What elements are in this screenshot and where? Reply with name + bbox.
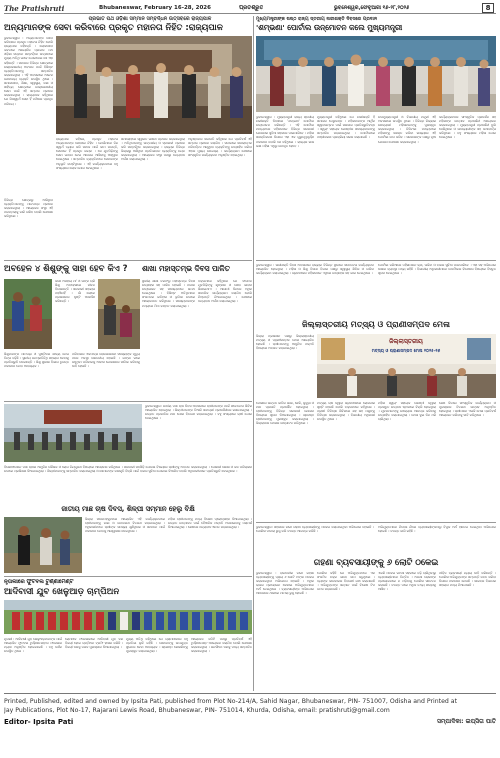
banner-title: ଜିଲ୍ଲାସ୍ତରୀୟ bbox=[389, 338, 423, 345]
story1-column-3: ସମାରୋହରେ ସ୍ୱାଗତ ଭାଷଣ ପ୍ରଦାନ କରାଯାଇଥିଲା । ଅତିଥିମାନଙ୍କୁ ଉତ୍ତରୀୟ ଓ ସ୍ମାରକୀ ପ୍ରଦାନ କରି ସମ୍ବର୍ଦ୍ଧିତ କରାଯାଇଥିଲା । ରାଜ୍ୟର ବିଭିନ୍ନ ଜିଲ୍ଲାରୁ ଆସିଥିବା ପ୍ରତିଭାବାନ ବ୍ୟକ୍ତିଙ୍କୁ ଚୟନ କରାଯାଇଥିଲା । ଆୟୋଜକ ସଂସ୍ଥା ପକ୍ଷରୁ ଧନ୍ୟବାଦ ଅର୍ପଣ କରାଯାଇଥିଲା । bbox=[121, 137, 185, 162]
story5-banner-photo bbox=[317, 334, 496, 398]
story5-column-4: ମହିଳା ସ୍ୱୟଂ ସହାୟକ ଗୋଷ୍ଠୀ ଦ୍ୱାରା ପ୍ରସ୍ତୁତ ଉତ୍ପାଦ ଷ୍ଟଲରେ ବିକ୍ରି ହୋଇଥିଲା । ଯୁବକମାନଙ୍କୁ ଉଦ୍ୟୋଗ ଆରମ୍ଭ କରିବାକୁ ଉତ୍ସାହିତ କରାଯାଇଥିଲା । ମେଳା ଦୁଇ ଦିନ ଧରି ଚାଲିଥିଲା । bbox=[378, 401, 436, 422]
story4-column-2: ବକ୍ତାମାନେ କହିଥିଲେ ଯେ ସଂଗଠନ ଯୁବପିଢ଼ିଙ୍କୁ ଶୃଙ୍ଖଳା ଓ ସେବା ଭାବନା ଶିଖାଇଥାଏ । ଆଗାମୀ ଦିନରେ ଅଧିକ ସାମାଜିକ କାର୍ଯ୍ୟକ୍ରମ କରାଯିବ ବୋଲି ନିଷ୍ପତ୍ତି ନିଆଯାଇଥିଲା । ଶେଷରେ ଧନ୍ୟବାଦ ଅର୍ପଣ କରାଯାଇଥିଲା । bbox=[198, 279, 252, 304]
story7-column-1: ନୃତାଲୀ : ଆଦିବାସୀ ଯୁବ ଖେଳୁଆଡ଼ମାନଙ୍କ ପାଇଁ ଆୟୋଜିତ ଫୁଟବଲ ଟୁର୍ଣ୍ଣାମେଣ୍ଟର ଫାଇନାଲ ମ୍ୟାଚ ଅନୁଷ୍ଠିତ ହୋଇଯାଇଛି । ବହୁ ଦର୍ଶକ ଉପସ୍ଥିତ ଥିଲେ । bbox=[4, 637, 62, 654]
story1-column-1: ଭୁବନେଶ୍ୱର : ଅନ୍ୟମାନଙ୍କ ସେବା କରିବାରେ ପ୍ରକୃତ ମହାନତା ନିହିତ ବୋଲି ରାଜ୍ୟପାଳ କହିଛନ୍ତି । ଲୋକସେବା ଭବନରେ ଆୟୋଜିତ ପ୍ରଭାତ ପଥ ଓଡ଼ିଶା ସମ୍ମାନ ସମ୍ବର୍ଦ୍ଧନ ଉତ୍ସବରେ ମୁଖ୍ୟ ଅତିଥି ଭାବେ ଯୋଗଦେଇ ସେ ଏହା କହିଛନ୍ତି । ସମାଜର ବିଭିନ୍ନ କ୍ଷେତ୍ରରେ ଉଲ୍ଲେଖନୀୟ ଅବଦାନ ପାଇଁ ବିଶିଷ୍ଟ ବ୍ୟକ୍ତିମାନଙ୍କୁ ସମ୍ମାନିତ କରାଯାଇଥିଲା । ଏହି ଅବସରରେ ଅନେକ ଗଣମାନ୍ୟ ବ୍ୟକ୍ତି ଉପସ୍ଥିତ ଥିଲେ । ସମାଜସେବା, ଶିକ୍ଷା, ସ୍ୱାସ୍ଥ୍ୟ, କଳା ଓ ସାହିତ୍ୟ କ୍ଷେତ୍ରରେ ଉଲ୍ଲେଖନୀୟ ସେବା ପାଇଁ ଏହି ସମ୍ମାନ ପ୍ରଦାନ କରାଯାଇଥିଲା । ରାଜ୍ୟପାଳ କହିଥିଲେ ଯେ ନିଃସ୍ୱାର୍ଥ ସେବା ହିଁ ମଣିଷର ପ୍ରକୃତ ପରିଚୟ । bbox=[4, 36, 53, 106]
story6-photo-2 bbox=[4, 517, 82, 573]
story3-column-2: ଶିଶୁମାନଙ୍କ ପାଠପଢ଼ା ଓ ପୁଷ୍ଟିକର ଖାଦ୍ୟ ନେଇ ଚିନ୍ତା ବଢ଼ିଛି । ସ୍ଥାନୀୟ ଜନପ୍ରତିନିଧି ସହାୟତା ଦେବାକୁ ପ୍ରତିଶ୍ରୁତି ଦେଇଛନ୍ତି । ଶିଶୁ ସୁରକ୍ଷା ବିଭାଗ ତୁରନ୍ତ ପଦକ୍ଷେପ ନେବା ଆବଶ୍ୟକ । bbox=[4, 352, 69, 369]
story2-kicker: ମୁଖ୍ୟମନ୍ତ୍ରୀଙ୍କ ଷଷ୍ଠ ରାଜ୍ୟ ସ୍ତରୀୟ ନାରୀଶକ୍ତି ଦିବସରେ ପ୍ରଦାନ bbox=[256, 17, 378, 22]
story3-photo bbox=[4, 279, 52, 349]
story7-column-4: ଆୟୋଜକ କମିଟି ପକ୍ଷରୁ ପ୍ରତିବର୍ଷ ଏହି ଟୁର୍ଣ୍ଣାମେଣ୍ଟ ଆୟୋଜନ କରାଯିବ ବୋଲି ଘୋଷଣା କରାଯାଇଥିଲା । ରନର୍ସଅପ ଦଳକୁ ମଧ୍ୟ ସମ୍ମାନିତ କରାଯାଇଥିଲା । bbox=[191, 637, 252, 654]
story5-column-1: ଜିଲ୍ଲା ପ୍ରଶାସନ ପକ୍ଷରୁ ଜିଲ୍ଲାସ୍ତରୀୟ ମତ୍ସ୍ୟ ଓ ପ୍ରାଣୀସମ୍ପଦ ମେଳା ଆୟୋଜିତ ହୋଇଛି । ଚାଷୀମାନଙ୍କୁ ଆଧୁନିକ ପଦ୍ଧତି ବିଷୟରେ ଅବଗତ କରାଯାଇଥିଲା । bbox=[256, 334, 314, 351]
story-separator bbox=[4, 576, 252, 577]
story5-headline: ଜିଲ୍ଲାସ୍ତରୀୟ ମତ୍ସ୍ୟ ଓ ପ୍ରାଣୀସମ୍ପଦ ମେଳା bbox=[301, 319, 451, 329]
story8-column-4: ପୀଡ଼ିତ ବ୍ୟବସାୟୀ ନ୍ୟାୟ ଦାବି କରିଛନ୍ତି । ପୋଲିସ ଅଭିଯୁକ୍ତଙ୍କ ସମ୍ପତ୍ତି ଜବତ କରିବା ଦିଗରେ ପଦକ୍ଷେପ ନେଉଛି । ସାଇବର ବିଭାଗର ସହାୟତା ମଧ୍ୟ ନିଆଯାଉଛି । bbox=[439, 571, 496, 588]
footer-editor-odia: ସମ୍ପାଦିକା: ଇପ୍ସିତା ପାତି bbox=[436, 718, 496, 725]
story2-photo bbox=[256, 36, 496, 112]
story1-photo bbox=[56, 36, 252, 134]
story5-column-2: ମେଳାରେ ଉନ୍ନତ ଜାତିର ଗାଈ, ଛେଳି, କୁକୁଡ଼ା ଓ ମାଛ ପ୍ରଜାତି ପ୍ରଦର୍ଶିତ ହୋଇଥିଲା । ଚାଷୀମାନଙ୍କୁ ବିଭିନ୍ନ ସରକାରୀ ଯୋଜନା ବିଷୟରେ ସୂଚନା ଦିଆଯାଇଥିଲା । ଶ୍ରେଷ୍ଠ ଚାଷୀମାନଙ୍କୁ ପୁରସ୍କୃତ କରାଯାଇଥିଲା । ଜିଲ୍ଲାପାଳ ମେଳାର ଉଦ୍‌ଘାଟନ କରିଥିଲେ । bbox=[256, 401, 314, 426]
story1-column-2: ରାଜ୍ୟପାଳ କହିଲେ, ପ୍ରକୃତ ମହାନତା ଅନ୍ୟମାନଙ୍କ ସେବାରେ ନିହିତ । ଯେଉଁମାନେ ନିଜ ସ୍ୱାର୍ଥ ତ୍ୟାଗ କରି ସମାଜ ପାଇଁ କାମ କରନ୍ତି, ସେମାନେ ହିଁ ପ୍ରକୃତ ନାୟକ । ସେ ଯୁବପିଢ଼ିଙ୍କୁ ସେବା ଭାବନା ନେଇ ଆଗେଇ ଆସିବାକୁ ଆହ୍ୱାନ ଦେଇଥିଲେ । ସମ୍ମାନିତ ବ୍ୟକ୍ତିମାନେ ସେମାନଙ୍କ ଅନୁଭୂତି ବାଣ୍ଟିଥିଲେ । ଏହି କାର୍ଯ୍ୟକ୍ରମରେ ବହୁ ସଂଖ୍ୟାରେ ଲୋକ ଯୋଗ ଦେଇଥିଲେ । bbox=[56, 137, 118, 170]
story-separator bbox=[256, 522, 496, 523]
story7-column-2: ରୋମାଞ୍ଚକ ଫାଇନାଲରେ ଆଦିବାସୀ ଯୁବ ଦଳ ବିଜୟୀ ହୋଇ ଚାମ୍ପିଅନ ଟ୍ରଫି ହାସଲ କରିଛି । ବିଜୟୀ ଦଳକୁ ନଗଦ ପୁରସ୍କାର ଦିଆଯାଇଥିଲା । bbox=[65, 637, 123, 650]
banner-subtitle: ମତ୍ସ୍ୟ ଓ ପ୍ରାଣୀସମ୍ପଦ ମେଳା ୨୦୨୫-୨୬ bbox=[371, 348, 441, 353]
page-number: 8 bbox=[482, 3, 494, 13]
story8-column-1: ଭୁବନେଶ୍ୱର : ରାଜଧାନୀର ଜଣେ ଗହଣା ବ୍ୟବସାୟୀଙ୍କୁ ପ୍ରାୟ ୬ କୋଟି ଟଙ୍କା ଠକେଇ କରାଯାଇଥିବା ଅଭିଯୋଗ ହୋଇଛି । ଅଧିକ ଲାଭର ପ୍ରଲୋଭନ ଦେଖାଇ ଅଭିଯୁକ୍ତମାନେ ଅର୍ଥ ନେଇଥିଲେ । ବ୍ୟବସାୟୀଙ୍କ ଅଭିଯୋଗ ଆଧାରରେ ଥାନାରେ ମାମଲା ରୁଜୁ ହୋଇଛି । bbox=[256, 571, 314, 596]
story6-column-3: ମହିଳା ଚାଷୀମାନଙ୍କୁ ମଧ୍ୟ ବିଶେଷ ପ୍ରୋତ୍ସାହନ ଦିଆଯାଇଥିଲା । ଉନ୍ନତ ଉତ୍ପାଦନ ପାଇଁ ବୈଜ୍ଞାନିକ ପଦ୍ଧତି ଅପନାଇବାକୁ ପରାମର୍ଶ ଦିଆଯାଇଥିଲା । ଶେଷରେ ଧନ୍ୟବାଦ ଜ୍ଞାପନ କରାଯାଇଥିଲା । bbox=[168, 517, 252, 530]
story2-column-1: ଭୁବନେଶ୍ୱର : ମୁଖ୍ୟମନ୍ତ୍ରୀ ରାଜ୍ୟ ସ୍ତରୀୟ ନାରୀଶକ୍ତି ଦିବସରେ 'ଶମ୍ଭଣା' ପୋର୍ଟାଲ ଉନ୍ମୋଚନ କରିଛନ୍ତି । ଏହି ପୋର୍ଟାଲ ମାଧ୍ୟମରେ ମହିଳାମାନେ ବିଭିନ୍ନ ସରକାରୀ ଯୋଜନାର ସୁବିଧା ସହଜରେ ପାଇପାରିବେ । ମହିଳା ସଶକ୍ତିକରଣ ଦିଗରେ ଏହା ଏକ ଗୁରୁତ୍ୱପୂର୍ଣ୍ଣ ପଦକ୍ଷେପ ବୋଲି ସେ କହିଥିଲେ । ରାଜ୍ୟର ଲକ୍ଷ ଲକ୍ଷ ମହିଳା ଏଥିରୁ ଉପକୃତ ହେବେ । bbox=[256, 115, 314, 148]
story6-caption-text: ଭୁବନେଶ୍ୱର: ଜାତୀୟ ମାଛ ଚାଷ ଦିବସ ଅବସରରେ ଚାଷୀମାନଙ୍କ ପାଇଁ ସଚେତନତା ଶିବିର ଆୟୋଜିତ ହୋଇଥିଲା । ଶିଳ୍ପୀମାନଙ୍କ ତିଆରି ସାମଗ୍ରୀ ପ୍ରଦର୍ଶନୀରେ ରଖାଯାଇଥିଲା । ଉନ୍ନତ ପ୍ରଜାତିର ମାଛ ପୋନା ବିତରଣ କରାଯାଇଥିଲା । ବହୁ ସଂଖ୍ୟାରେ ଚାଷୀ ଯୋଗ ଦେଇଥିଲେ । bbox=[145, 404, 252, 421]
story4-headline: ଶାଖା ମହାସ୍ତମ୍ଭ ଦିବସ ପାଳିତ bbox=[142, 264, 230, 273]
story6-photo bbox=[4, 404, 142, 462]
story6-column-2: ଜିଲ୍ଲା ସଦରମହକୁମାରେ ଆୟୋଜିତ ଏହି କାର୍ଯ୍ୟକ୍ରମରେ ଚାଷୀମାନଙ୍କୁ ଜାଲ ଓ ଉପକରଣ ବିତରଣ କରାଯାଇଥିଲା । ଅଧିକାରୀମାନେ ଚାଷୀଙ୍କ ସମସ୍ୟା ଶୁଣିଥିଲେ ଓ ସମାଧାନ ପାଇଁ ପଦକ୍ଷେପ ନେବାକୁ ଆଶ୍ୱାସନା ଦେଇଥିଲେ । bbox=[85, 517, 165, 534]
masthead bbox=[4, 3, 496, 14]
story3-headline: ଅବହେଳ ୪ ଶିଶୁଙ୍କୁ ସାହା ହେବ କିଏ ? bbox=[4, 264, 128, 274]
story-separator bbox=[4, 260, 252, 261]
footer bbox=[4, 693, 496, 755]
story8-column-2: ପୋଲିସ କହିଛି ଯେ ଅଭିଯୁକ୍ତମାନେ ଏକ ସଂଗଠିତ ଚକ୍ର ଭାବେ କାମ କରୁଥିଲେ । ବ୍ୟାଙ୍କ କାରବାରର ବିବରଣୀ ଯାଞ୍ଚ କରାଯାଉଛି । ଅଭିଯୁକ୍ତଙ୍କ ସନ୍ଧାନ ପାଇଁ ବିଶେଷ ଟିମ ଗଠନ କରାଯାଇଛି । bbox=[317, 571, 375, 592]
column-divider bbox=[253, 16, 254, 691]
story2-column-2: ମୁଖ୍ୟମନ୍ତ୍ରୀ କହିଥିଲେ ଯେ ନାରୀଶକ୍ତି ହିଁ ସମାଜର ମେରୁଦଣ୍ଡ । ମହିଳାମାନଙ୍କ ଆର୍ଥିକ ସ୍ୱାବଲମ୍ବନ ପାଇଁ ସରକାର ପ୍ରତିଶ୍ରୁତିବଦ୍ଧ । ସ୍ୱୟଂ ସହାୟକ ଗୋଷ୍ଠୀର ସଦସ୍ୟାମାନଙ୍କୁ ସମ୍ମାନିତ କରାଯାଇଥିଲା । ପୋର୍ଟାଲରେ ପଞ୍ଜୀକରଣ ପ୍ରକ୍ରିୟା ସରଳ କରାଯାଇଛି । bbox=[317, 115, 375, 140]
story1-column-5: ବିଭିନ୍ନ କ୍ଷେତ୍ରରୁ ଆସିଥିବା ବ୍ୟକ୍ତିମାନଙ୍କୁ ମାନପତ୍ର ପ୍ରଦାନ କରାଯାଇଥିଲା । ଆୟୋଜକ ସଂସ୍ଥା ଏହି ପରମ୍ପରାକୁ ଜାରି ରଖିବ ବୋଲି ଘୋଷଣା କରିଥିଲେ । bbox=[4, 198, 53, 219]
masthead-logo: The Pratishruti bbox=[4, 4, 65, 13]
story7-team-photo bbox=[4, 600, 252, 634]
story2-column-5: ଭୁବନେଶ୍ୱର : ନାରୀଶକ୍ତି ଦିବସ ଅବସରରେ ରାଜ୍ୟର ବିଭିନ୍ନ ସ୍ଥାନରେ ସଚେତନତା କାର୍ଯ୍ୟକ୍ରମ ଆୟୋଜିତ ହୋଇଥିଲା । ମହିଳା ଓ ଶିଶୁ ବିକାଶ ବିଭାଗ ପକ୍ଷରୁ ସ୍ୱାସ୍ଥ୍ୟ ଶିବିର ଓ ତାଲିମ କାର୍ଯ୍ୟକ୍ରମ କରାଯାଇଥିଲା । ଗ୍ରାମାଞ୍ଚଳର ମହିଳାମାନେ ଏଥିରେ ଉତ୍ସାହର ସହ ଭାଗ ନେଇଥିଲେ । bbox=[256, 263, 374, 276]
story-separator bbox=[4, 401, 252, 402]
story5-column-5: ଶେଷ ଦିନରେ ସାଂସ୍କୃତିକ କାର୍ଯ୍ୟକ୍ରମ ଓ ପୁରସ୍କାର ବିତରଣ ଉତ୍ସବ ଅନୁଷ୍ଠିତ ହୋଇଥିଲା । ଚାଷୀମାନେ ଏଭଳି ମେଳା ପ୍ରତିବର୍ଷ ଆୟୋଜନ କରିବାକୁ ଦାବି କରିଥିଲେ । bbox=[439, 401, 496, 418]
story4-column-1: ସ୍ଥାନୀୟ ଶାଖା ତରଫରୁ ମହାସ୍ତମ୍ଭ ଦିବସ ଉତ୍ସାହର ସହ ପାଳିତ ହୋଇଛି । ପତାକା ଉତ୍ତୋଳନ ସହ ସଦସ୍ୟମାନେ ଶପଥ ନେଇଥିଲେ । ବିଶିଷ୍ଟ ଅତିଥିମାନେ ସଂଗଠନର ଇତିହାସ ଓ ଭୂମିକା ଉପରେ ଆଲୋକପାତ କରିଥିଲେ । ସଦସ୍ୟମାନଙ୍କ ମଧ୍ୟରେ ମିଠା ବଣ୍ଟନ କରାଯାଇଥିଲା । bbox=[142, 279, 195, 308]
story3-column-1: ଜଣେ ଅସହାୟ ମା' ଓ ତାଙ୍କ ଚାରି ଶିଶୁ ଅବହେଳାରେ ଜୀବନ ବିତାଉଛନ୍ତି । ସରକାରୀ ସହାୟତା ପହଞ୍ଚିନାହିଁ । ଗାଁ ଲୋକେ ପ୍ରଶାସନର ଦୃଷ୍ଟି ଆକର୍ଷଣ କରିଛନ୍ତି । bbox=[55, 279, 95, 304]
story2-headline: 'ଶମ୍ଭଣା' ପୋର୍ଟାଲ ଉନ୍ମୋଚନ କଲେ ମୁଖ୍ୟମନ୍ତ୍ରୀ bbox=[256, 23, 403, 32]
story8-headline: ଗହଣା ବ୍ୟବସାୟୀଙ୍କୁ ୬ ଲୋଟି ଠକେଇ bbox=[313, 557, 439, 567]
masthead-date-odia: ଭୁବନେଶ୍ୱର,ଫେବୃଆରୀ ୧୬-୨୮,୨୦୨୬ bbox=[334, 5, 410, 11]
masthead-dateline: Bhubaneswar, February 16-28, 2026 bbox=[99, 5, 211, 11]
story1-headline: ଅନ୍ୟମାନଙ୍କ ସେବା କରିବାରେ ପ୍ରକୃତ ମହାନତା ନିହିତ :ରାଜ୍ୟପାଳ bbox=[4, 23, 223, 33]
story8-column-3: ଏଭଳି ଠକେଇ ଘଟଣା ସହରରେ ବଢ଼ି ଚାଲିଥିବାରୁ ବ୍ୟବସାୟୀମାନେ ଚିନ୍ତିତ । ଅଜଣା ଲୋକଙ୍କ ପ୍ରଲୋଭନରେ ନ ପଡ଼ିବାକୁ ପୋଲିସ ସଚେତନ କରାଇଛି । ତଦନ୍ତ ପରେ ଅଧିକ ତଥ୍ୟ ସାମ୍ନାକୁ ଆସିବ । bbox=[378, 571, 436, 592]
masthead-section: ପ୍ରତିଶ୍ରୁତି bbox=[239, 5, 264, 11]
story2-column-6: ପୋର୍ଟାଲ ଜରିଆରେ ମହିଳାମାନେ ଋଣ, ତାଲିମ ଓ ବଜାର ସୁବିଧା ପାଇପାରିବେ । ଏହା ସହ ଅଭିଯୋଗ ଦାଖଲ ବ୍ୟବସ୍ଥା ମଧ୍ୟ ରହିଛି । ବିଭାଗୀୟ ଅଧିକାରୀମାନେ ପୋର୍ଟାଲର ବିଶେଷତା ବିଷୟରେ ବିସ୍ତୃତ ସୂଚନା ଦେଇଥିଲେ । bbox=[378, 263, 496, 276]
story7-kicker: ନୃତାଲୀରେ ଫୁଟବଲ ଟୁର୍ଣ୍ଣାମେଣ୍ଟ bbox=[4, 579, 74, 585]
story2-column-4: କାର୍ଯ୍ୟକ୍ରମରେ ସାଂସ୍କୃତିକ ପ୍ରଦର୍ଶନ ସହ ମହିଳାଙ୍କ ଉତ୍ପାଦ ପ୍ରଦର୍ଶନୀ ଆୟୋଜନ କରାଯାଇଥିଲା । ମୁଖ୍ୟମନ୍ତ୍ରୀ ପ୍ରଦର୍ଶନୀ ବୁଲି ଦେଖିଥିଲେ ଓ ଉଦ୍ୟୋଗୀଙ୍କ ସହ କଥାବାର୍ତ୍ତା କରିଥିଲେ । ବହୁ ସଂଖ୍ୟାରେ ମହିଳା ଯୋଗ ଦେଇଥିଲେ । bbox=[439, 115, 496, 140]
story7-headline: ଆଦିବାସୀ ଯୁବ ଖେଳୁଆଡ଼ ଚାମ୍ପିଅନ bbox=[4, 587, 120, 597]
footer-editor: Editor- Ipsita Pati bbox=[4, 718, 74, 726]
footer-imprint-line-2: Jay Publications, Plot No-17, Rajarani Lewis Road, Bhubaneswar, PIN- 751014, Khurda, Odisha, email: pratishruti@gmail.com bbox=[4, 707, 390, 714]
story1-column-4: ଅନୁଷ୍ଠାନର ସଭାପତି କହିଥିଲେ ଯେ ପ୍ରତିବର୍ଷ ଏହି ସମ୍ମାନ ପ୍ରଦାନ କରାଯିବ । ସମାଜରେ ସକାରାତ୍ମକ ପରିବର୍ତ୍ତନ ଆଣୁଥିବା ବ୍ୟକ୍ତିଙ୍କୁ ଉତ୍ସାହିତ କରିବା ଏହାର ମୁଖ୍ୟ ଉଦ୍ଦେଶ୍ୟ । କାର୍ଯ୍ୟକ୍ରମ ଶେଷରେ ସାଂସ୍କୃତିକ କାର୍ଯ୍ୟକ୍ରମ ଅନୁଷ୍ଠିତ ହୋଇଥିଲା । bbox=[188, 137, 252, 158]
story6-headline: ଜାତୀୟ ମାଛ ଚାଷ ଦିବସ, ଶିଳ୍ପୀ ସମ୍ମାନ ହେଲୁ ବିକ୍ଷି bbox=[61, 505, 195, 513]
story3-column-3: ପରିବାରର ଏକମାତ୍ର ରୋଜଗାରକ୍ଷମ ସଦସ୍ୟଙ୍କ ମୃତ୍ୟୁ ପରେ ଅବସ୍ଥା ଶୋଚନୀୟ ହୋଇଛି । ଭଙ୍ଗା ଘରେ ରହୁଥିବା ପରିବାରକୁ ଆବାସ ଯୋଜନାରେ ସାମିଲ କରିବାକୁ ଦାବି ହେଉଛି । bbox=[72, 352, 140, 369]
story6-body: ବିଶେଷଜ୍ଞମାନେ ମାଛ ଚାଷର ଆଧୁନିକ କୌଶଳ ଓ ରୋଗ ନିୟନ୍ତ୍ରଣ ବିଷୟରେ ଆଲୋଚନା କରିଥିଲେ । ସରକାରୀ ସବସିଡ଼ି ଯୋଜନା ବିଷୟରେ ଚାଷୀଙ୍କୁ ଅବଗତ କରାଯାଇଥିଲା । ପୋଖରୀ ଖୋଳା ଓ ଜଳ ପରିଚାଳନା ଉପରେ ପ୍ରଶିକ୍ଷଣ ଦିଆଯାଇଥିଲା । ଶିଳ୍ପୀମାନଙ୍କୁ ସମ୍ମାନିତ କରାଯାଇଥିଲା ଓ ସେମାନଙ୍କ କଳାକୃତି ବିକ୍ରି ପାଇଁ ବଜାର ସୁବିଧା ଯୋଗାଇ ଦିଆଯିବ ବୋଲି ଅଧିକାରୀମାନେ ପ୍ରତିଶ୍ରୁତି ଦେଇଥିଲେ । bbox=[4, 465, 252, 474]
footer-imprint-line-1: Printed, Published, edited and owned by Ipsita Pati, published from Plot No-214/A, Sahid Nagar, Bhubaneswar, PIN- 751007, Odisha and Printed at bbox=[4, 698, 457, 705]
story7-column-3: ମୁଖ୍ୟ ଅତିଥି କହିଥିଲେ ଯେ ଗ୍ରାମାଞ୍ଚଳରେ ବହୁ ପ୍ରତିଭା ଲୁଚି ରହିଛି । ସେମାନଙ୍କୁ ଉପଯୁକ୍ତ ସୁଯୋଗ ଦେବା ଆବଶ୍ୟକ । ଶ୍ରେଷ୍ଠ ଖେଳାଳିଙ୍କୁ ପୁରସ୍କୃତ କରାଯାଇଥିଲା । bbox=[126, 637, 188, 654]
story8-intro-1: ଭୁବନେଶ୍ୱର: ସହରରେ ଜଣେ ଗହଣା ବ୍ୟବସାୟୀଙ୍କୁ ଠକେଇ କରାଯାଇଥିବା ଅଭିଯୋଗ ହୋଇଛି । ପୋଲିସ ମାମଲା ରୁଜୁ କରି ତଦନ୍ତ ଆରମ୍ଭ କରିଛି । bbox=[256, 525, 374, 534]
story1-kicker: ପ୍ରଭାତ ପଥ ଓଡ଼ିଶା ସମ୍ମାନ ସମ୍ବର୍ଦ୍ଧନ ଉତ୍ସବରେ ରାଜ୍ୟପାଳ bbox=[88, 16, 212, 22]
story8-intro-2: ଅଭିଯୁକ୍ତମାନେ ନିବେଶ ନାଁରେ ବ୍ୟବସାୟୀଙ୍କଠାରୁ ବିପୁଳ ଅର୍ଥ ହାତେଇ ନେଇଥିବା ଅଭିଯୋଗ ହୋଇଛି । ତଦନ୍ତ ଜାରି ରହିଛି । bbox=[378, 525, 496, 534]
story5-column-3: ମତ୍ସ୍ୟ ଚାଷ ଦ୍ୱାରା ଗ୍ରାମାଞ୍ଚଳରେ ରୋଜଗାର ସୃଷ୍ଟି ହେଉଛି ବୋଲି ବକ୍ତାମାନେ କହିଥିଲେ । ପ୍ରାଣୀ ଚିକିତ୍ସା ଶିବିରରେ ଶହ ଶହ ପଶୁଙ୍କୁ ଚିକିତ୍ସା କରାଯାଇଥିଲା । ବିଭାଗୀୟ ଅଧିକାରୀ ଉପସ୍ଥିତ ଥିଲେ । bbox=[317, 401, 375, 422]
story3-photo-2 bbox=[98, 279, 140, 349]
story-separator bbox=[256, 260, 496, 261]
story2-column-3: ଉପମୁଖ୍ୟମନ୍ତ୍ରୀ ଓ ବିଭାଗୀୟ ମନ୍ତ୍ରୀ ଏହି ଅବସରରେ ଉପସ୍ଥିତ ଥିଲେ । ବିଭିନ୍ନ ଜିଲ୍ଲାର ଉଦ୍ୟୋଗୀ ମହିଳାମାନଙ୍କୁ ପୁରସ୍କୃତ କରାଯାଇଥିଲା । ଡିଜିଟାଲ ମାଧ୍ୟମରେ ମହିଳାଙ୍କୁ ସଶକ୍ତ କରିବା ଲକ୍ଷ୍ୟରେ ଏହି ପୋର୍ଟାଲ କାମ କରିବ । ସରକାରଙ୍କ ପକ୍ଷରୁ ନୂଆ ଯୋଜନା ଘୋଷଣା କରାଯାଇଥିଲା । bbox=[378, 115, 436, 144]
